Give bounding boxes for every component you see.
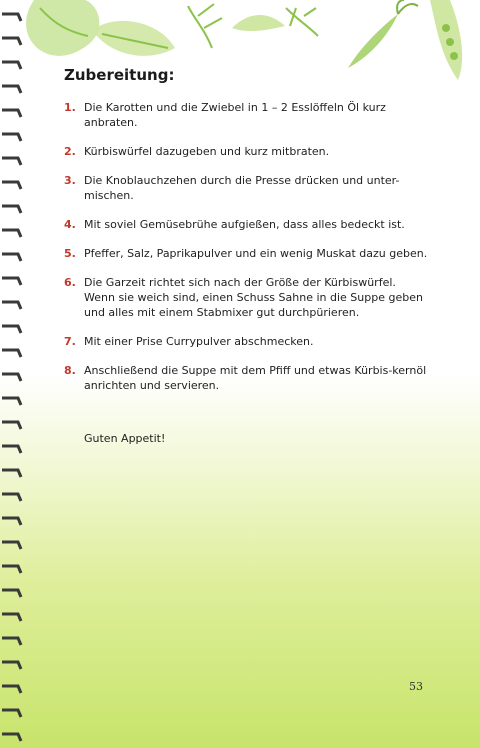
closing-text: Guten Appetit!: [84, 432, 166, 445]
step-number: 5.: [64, 247, 76, 260]
spiral-coil: [2, 494, 21, 501]
list-item: [64, 144, 429, 159]
spiral-coil: [2, 446, 21, 453]
spiral-coil: [2, 134, 21, 141]
step-text: Die Karotten und die Zwiebel in 1 – 2 Esslöffeln Öl kurz anbraten.: [84, 101, 386, 129]
spiral-coil: [2, 206, 21, 213]
step-text: Kürbiswürfel dazugeben und kurz mitbraten.: [84, 145, 330, 158]
spiral-coil: [2, 158, 21, 165]
page-title: Zubereitung:: [64, 66, 175, 84]
step-text: Mit einer Prise Currypulver abschmecken.: [84, 335, 314, 348]
spiral-coil: [2, 590, 21, 597]
spiral-coil: [2, 422, 21, 429]
spiral-coil: [2, 662, 21, 669]
list-item: [64, 217, 429, 232]
spiral-coil: [2, 182, 21, 189]
step-number: 4.: [64, 218, 76, 231]
spiral-coil: [2, 518, 21, 525]
list-item: [64, 173, 429, 203]
spiral-coil: [2, 470, 21, 477]
spiral-coil: [2, 350, 21, 357]
spiral-coil: [2, 62, 21, 69]
spiral-coil: [2, 278, 21, 285]
spiral-coil: [2, 566, 21, 573]
spiral-coil: [2, 734, 21, 741]
list-item: [64, 363, 429, 393]
step-number: 3.: [64, 174, 76, 187]
spiral-coil: [2, 14, 21, 21]
list-item: [64, 334, 429, 349]
spiral-coil: [2, 542, 21, 549]
step-number: 1.: [64, 101, 76, 114]
step-number: 6.: [64, 276, 76, 289]
step-number: 8.: [64, 364, 76, 377]
step-text: Anschließend die Suppe mit dem Pfiff und etwas Kürbis-kernöl anrichten und servieren.: [84, 364, 427, 392]
step-text: Mit soviel Gemüsebrühe aufgießen, dass alles bedeckt ist.: [84, 218, 405, 231]
spiral-coil: [2, 230, 21, 237]
spiral-coil: [2, 326, 21, 333]
step-text: Pfeffer, Salz, Paprikapulver und ein wenig Muskat dazu geben.: [84, 247, 428, 260]
step-number: 2.: [64, 145, 76, 158]
spiral-coil: [2, 302, 21, 309]
step-text: Die Knoblauchzehen durch die Presse drücken und unter-mischen.: [84, 174, 400, 202]
step-text: Die Garzeit richtet sich nach der Größe der Kürbiswürfel. Wenn sie weich sind, einen Schuss Sahne in die Suppe geben und alles mit einem Stabmixer gut durchpürieren.: [84, 276, 423, 319]
spiral-coil: [2, 638, 21, 645]
page-number: 53: [409, 680, 423, 693]
spiral-coil: [2, 614, 21, 621]
spiral-coil: [2, 374, 21, 381]
spiral-binding: [0, 0, 26, 748]
step-list: [64, 100, 429, 407]
spiral-coil: [2, 686, 21, 693]
spiral-coil: [2, 38, 21, 45]
step-number: 7.: [64, 335, 76, 348]
list-item: [64, 246, 429, 261]
spiral-coil: [2, 398, 21, 405]
spiral-coil: [2, 710, 21, 717]
list-item: [64, 275, 429, 320]
spiral-coil: [2, 110, 21, 117]
spiral-coil: [2, 254, 21, 261]
list-item: [64, 100, 429, 130]
spiral-coil: [2, 86, 21, 93]
